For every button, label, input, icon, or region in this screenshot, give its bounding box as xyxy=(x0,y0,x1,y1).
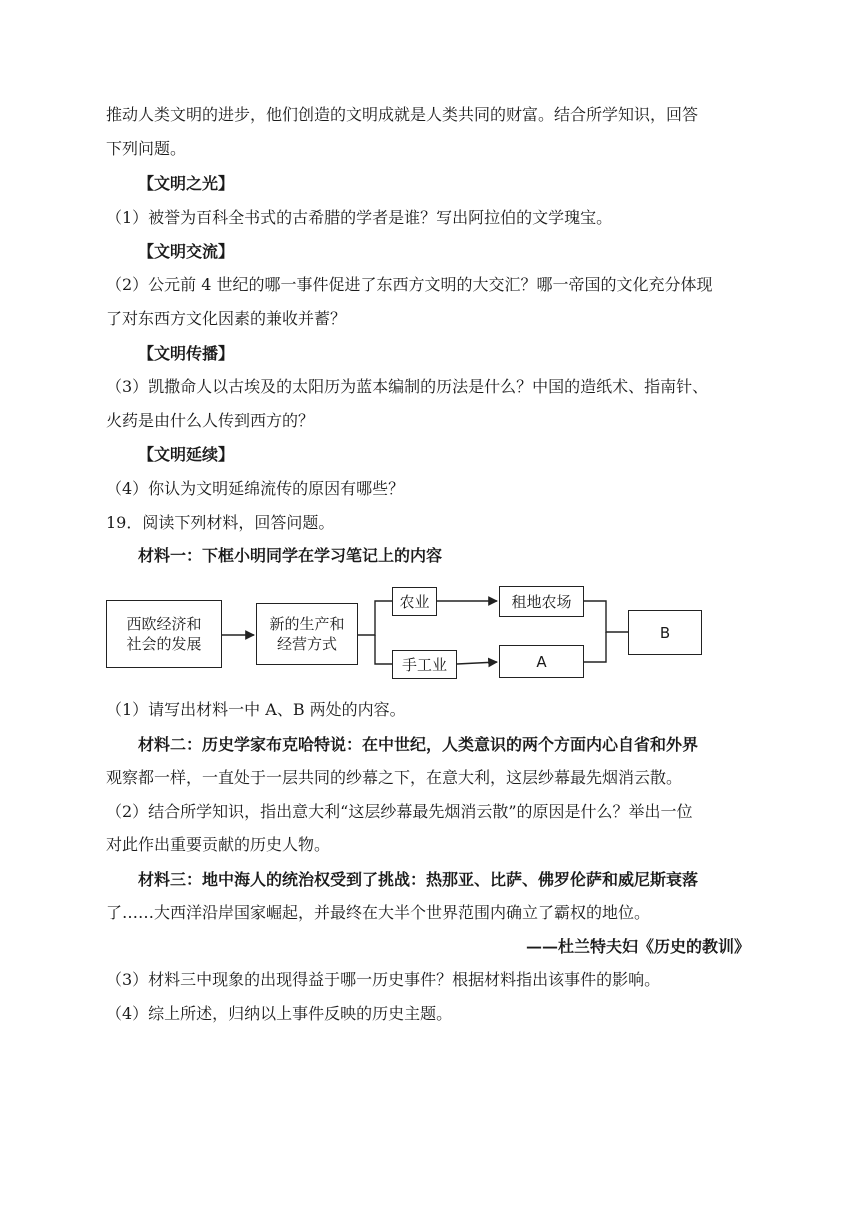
material-2-line-2: 观察都一样，一直处于一层共同的纱幕之下，在意大利，这层纱幕最先烟消云散。 xyxy=(106,768,683,787)
intro-line-1: 推动人类文明的进步，他们创造的文明成就是人类共同的财富。结合所学知识，回答 xyxy=(106,105,699,124)
box-agriculture: 农业 xyxy=(392,587,437,616)
box-economy-line-1: 西欧经济和 xyxy=(126,615,202,633)
material-3-line-1: 材料三：地中海人的统治权受到了挑战：热那亚、比萨、佛罗伦萨和威尼斯衰落 xyxy=(138,870,699,889)
box-handicraft: 手工业 xyxy=(392,650,457,679)
box-methods-line-2: 经营方式 xyxy=(276,635,337,653)
q18-question-4: （4）你认为文明延绵流传的原因有哪些？ xyxy=(106,479,405,498)
heading-civilization-light: 【文明之光】 xyxy=(138,174,235,193)
box-tenant-farm: 租地农场 xyxy=(499,586,584,617)
branch-to-handicraft xyxy=(375,635,392,664)
q18-question-2-line-1: （2）公元前 4 世纪的哪一事件促进了东西方文明的大交汇？哪一帝国的文化充分体现 xyxy=(106,275,713,294)
q18-question-3-line-2: 火药是由什么人传到西方的？ xyxy=(106,411,315,430)
q19-question-2-line-1: （2）结合所学知识，指出意大利“这层纱幕最先烟消云散”的原因是什么？举出一位 xyxy=(106,802,693,821)
intro-line-2: 下列问题。 xyxy=(106,139,187,158)
box-b: B xyxy=(628,610,702,655)
q18-question-3-line-1: （3）凯撒命人以古埃及的太阳历为蓝本编制的历法是什么？中国的造纸术、指南针、 xyxy=(106,377,709,396)
material-3-line-2: 了……大西洋沿岸国家崛起，并最终在大半个世界范围内确立了霸权的地位。 xyxy=(106,903,651,922)
material-3-source: ——杜兰特夫妇《历史的教训》 xyxy=(525,937,750,956)
q19-question-3: （3）材料三中现象的出现得益于哪一历史事件？根据材料指出该事件的影响。 xyxy=(106,970,661,989)
box-economy-line-2: 社会的发展 xyxy=(126,635,202,653)
heading-civilization-exchange: 【文明交流】 xyxy=(138,242,235,261)
q19-question-2-line-2: 对此作出重要贡献的历史人物。 xyxy=(106,835,331,854)
q19-question-1: （1）请写出材料一中 A、B 两处的内容。 xyxy=(106,700,406,719)
box-a: A xyxy=(499,645,584,678)
q18-question-1: （1）被誉为百科全书式的古希腊的学者是谁？写出阿拉伯的文学瑰宝。 xyxy=(106,208,613,227)
material-2-line-1: 材料二：历史学家布克哈特说：在中世纪，人类意识的两个方面内心自省和外界 xyxy=(138,735,699,754)
material-1-label: 材料一：下框小明同学在学习笔记上的内容 xyxy=(138,546,443,565)
box-new-methods xyxy=(256,603,358,665)
q19-title: 19．阅读下列材料，回答问题。 xyxy=(106,513,335,532)
q18-question-2-line-2: 了对东西方文化因素的兼收并蓄？ xyxy=(106,309,347,328)
heading-civilization-spread: 【文明传播】 xyxy=(138,344,235,363)
branch-to-agriculture xyxy=(358,601,392,635)
heading-civilization-continuation: 【文明延续】 xyxy=(138,445,235,464)
arrow-handicraft-to-a xyxy=(457,662,497,664)
box-methods-line-1: 新的生产和 xyxy=(269,615,345,633)
q19-question-4: （4）综上所述，归纳以上事件反映的历史主题。 xyxy=(106,1004,453,1023)
merge-from-farm xyxy=(584,601,628,632)
merge-from-a xyxy=(584,632,606,662)
box-economy-society xyxy=(106,600,222,668)
